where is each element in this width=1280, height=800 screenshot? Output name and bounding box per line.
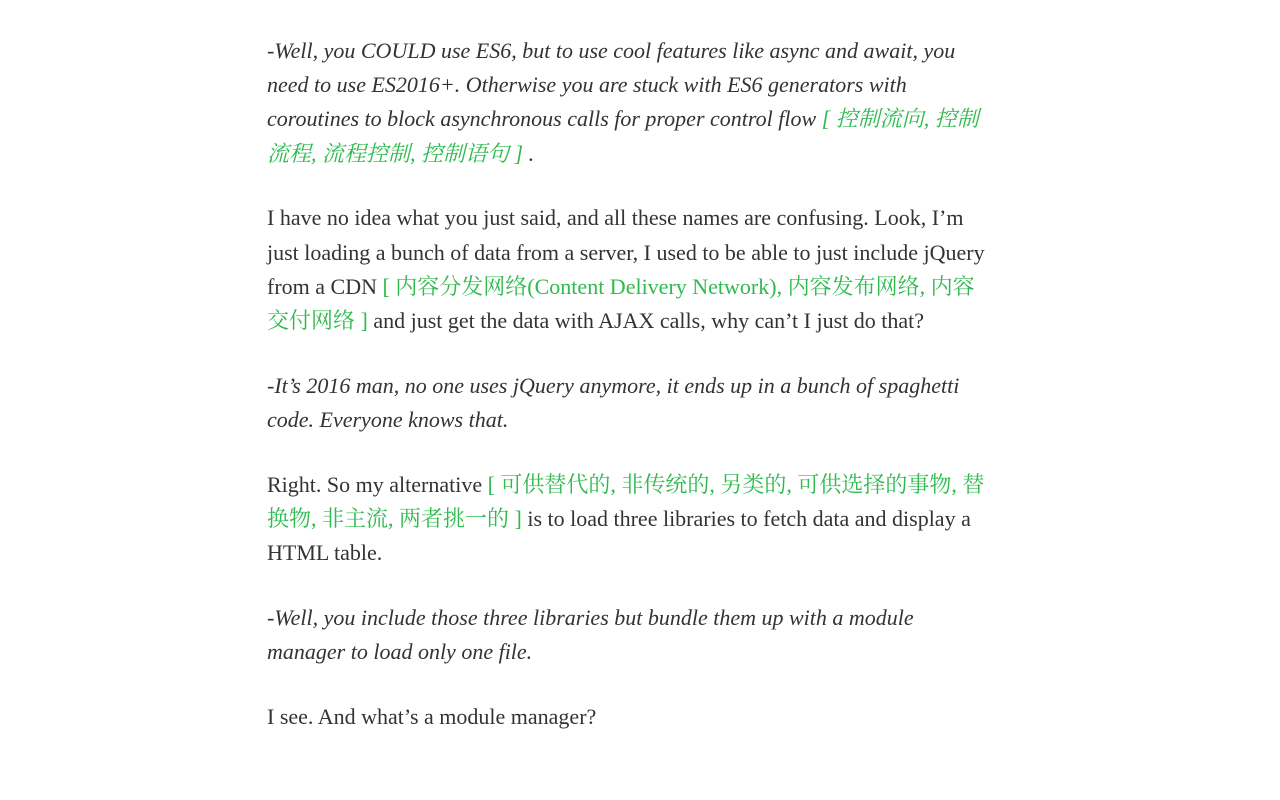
paragraph-text: and just get the data with AJAX calls, why can’t I just do that? — [367, 308, 925, 334]
paragraph-text: -It’s 2016 man, no one uses jQuery anymore, it ends up in a bunch of spaghetti code. Everyone knows that. — [267, 372, 960, 433]
paragraph-text: . — [523, 140, 535, 166]
translation-gloss: [ 内容分发网络(Content Delivery Network), 内容发布网络, 内容交付网络 ] — [267, 273, 975, 334]
paragraph-text: I have no idea what you just said, and all these names are confusing. Look, I’m just loading a bunch of data from a server, I used to be able to just include jQuery from a CDN — [267, 205, 985, 299]
dialogue-paragraph — [267, 468, 995, 571]
paragraph-text: is to load three libraries to fetch data and display a HTML table. — [267, 506, 971, 566]
translation-gloss: [ 可供替代的, 非传统的, 另类的, 可供选择的事物, 替换物, 非主流, 两者挑一的 ] — [267, 471, 985, 532]
dialogue-paragraph — [267, 601, 995, 669]
paragraph-text: I see. And what’s a module manager? — [267, 704, 597, 730]
dialogue-paragraph — [267, 700, 995, 734]
article-body — [267, 34, 995, 765]
translation-gloss: [ 控制流向, 控制流程, 流程控制, 控制语句 ] — [267, 106, 979, 166]
dialogue-paragraph — [267, 201, 995, 338]
dialogue-paragraph — [267, 369, 995, 437]
dialogue-paragraph — [267, 34, 995, 171]
paragraph-text: -Well, you include those three libraries but bundle them up with a module manager to load only one file. — [267, 605, 914, 665]
paragraph-text: Right. So my alternative — [267, 471, 488, 497]
paragraph-text: -Well, you COULD use ES6, but to use cool features like async and await, you need to use ES2016+. Otherwise you are stuck with ES6 generators with coroutines to block asynchronous calls for proper control flow — [267, 38, 956, 132]
